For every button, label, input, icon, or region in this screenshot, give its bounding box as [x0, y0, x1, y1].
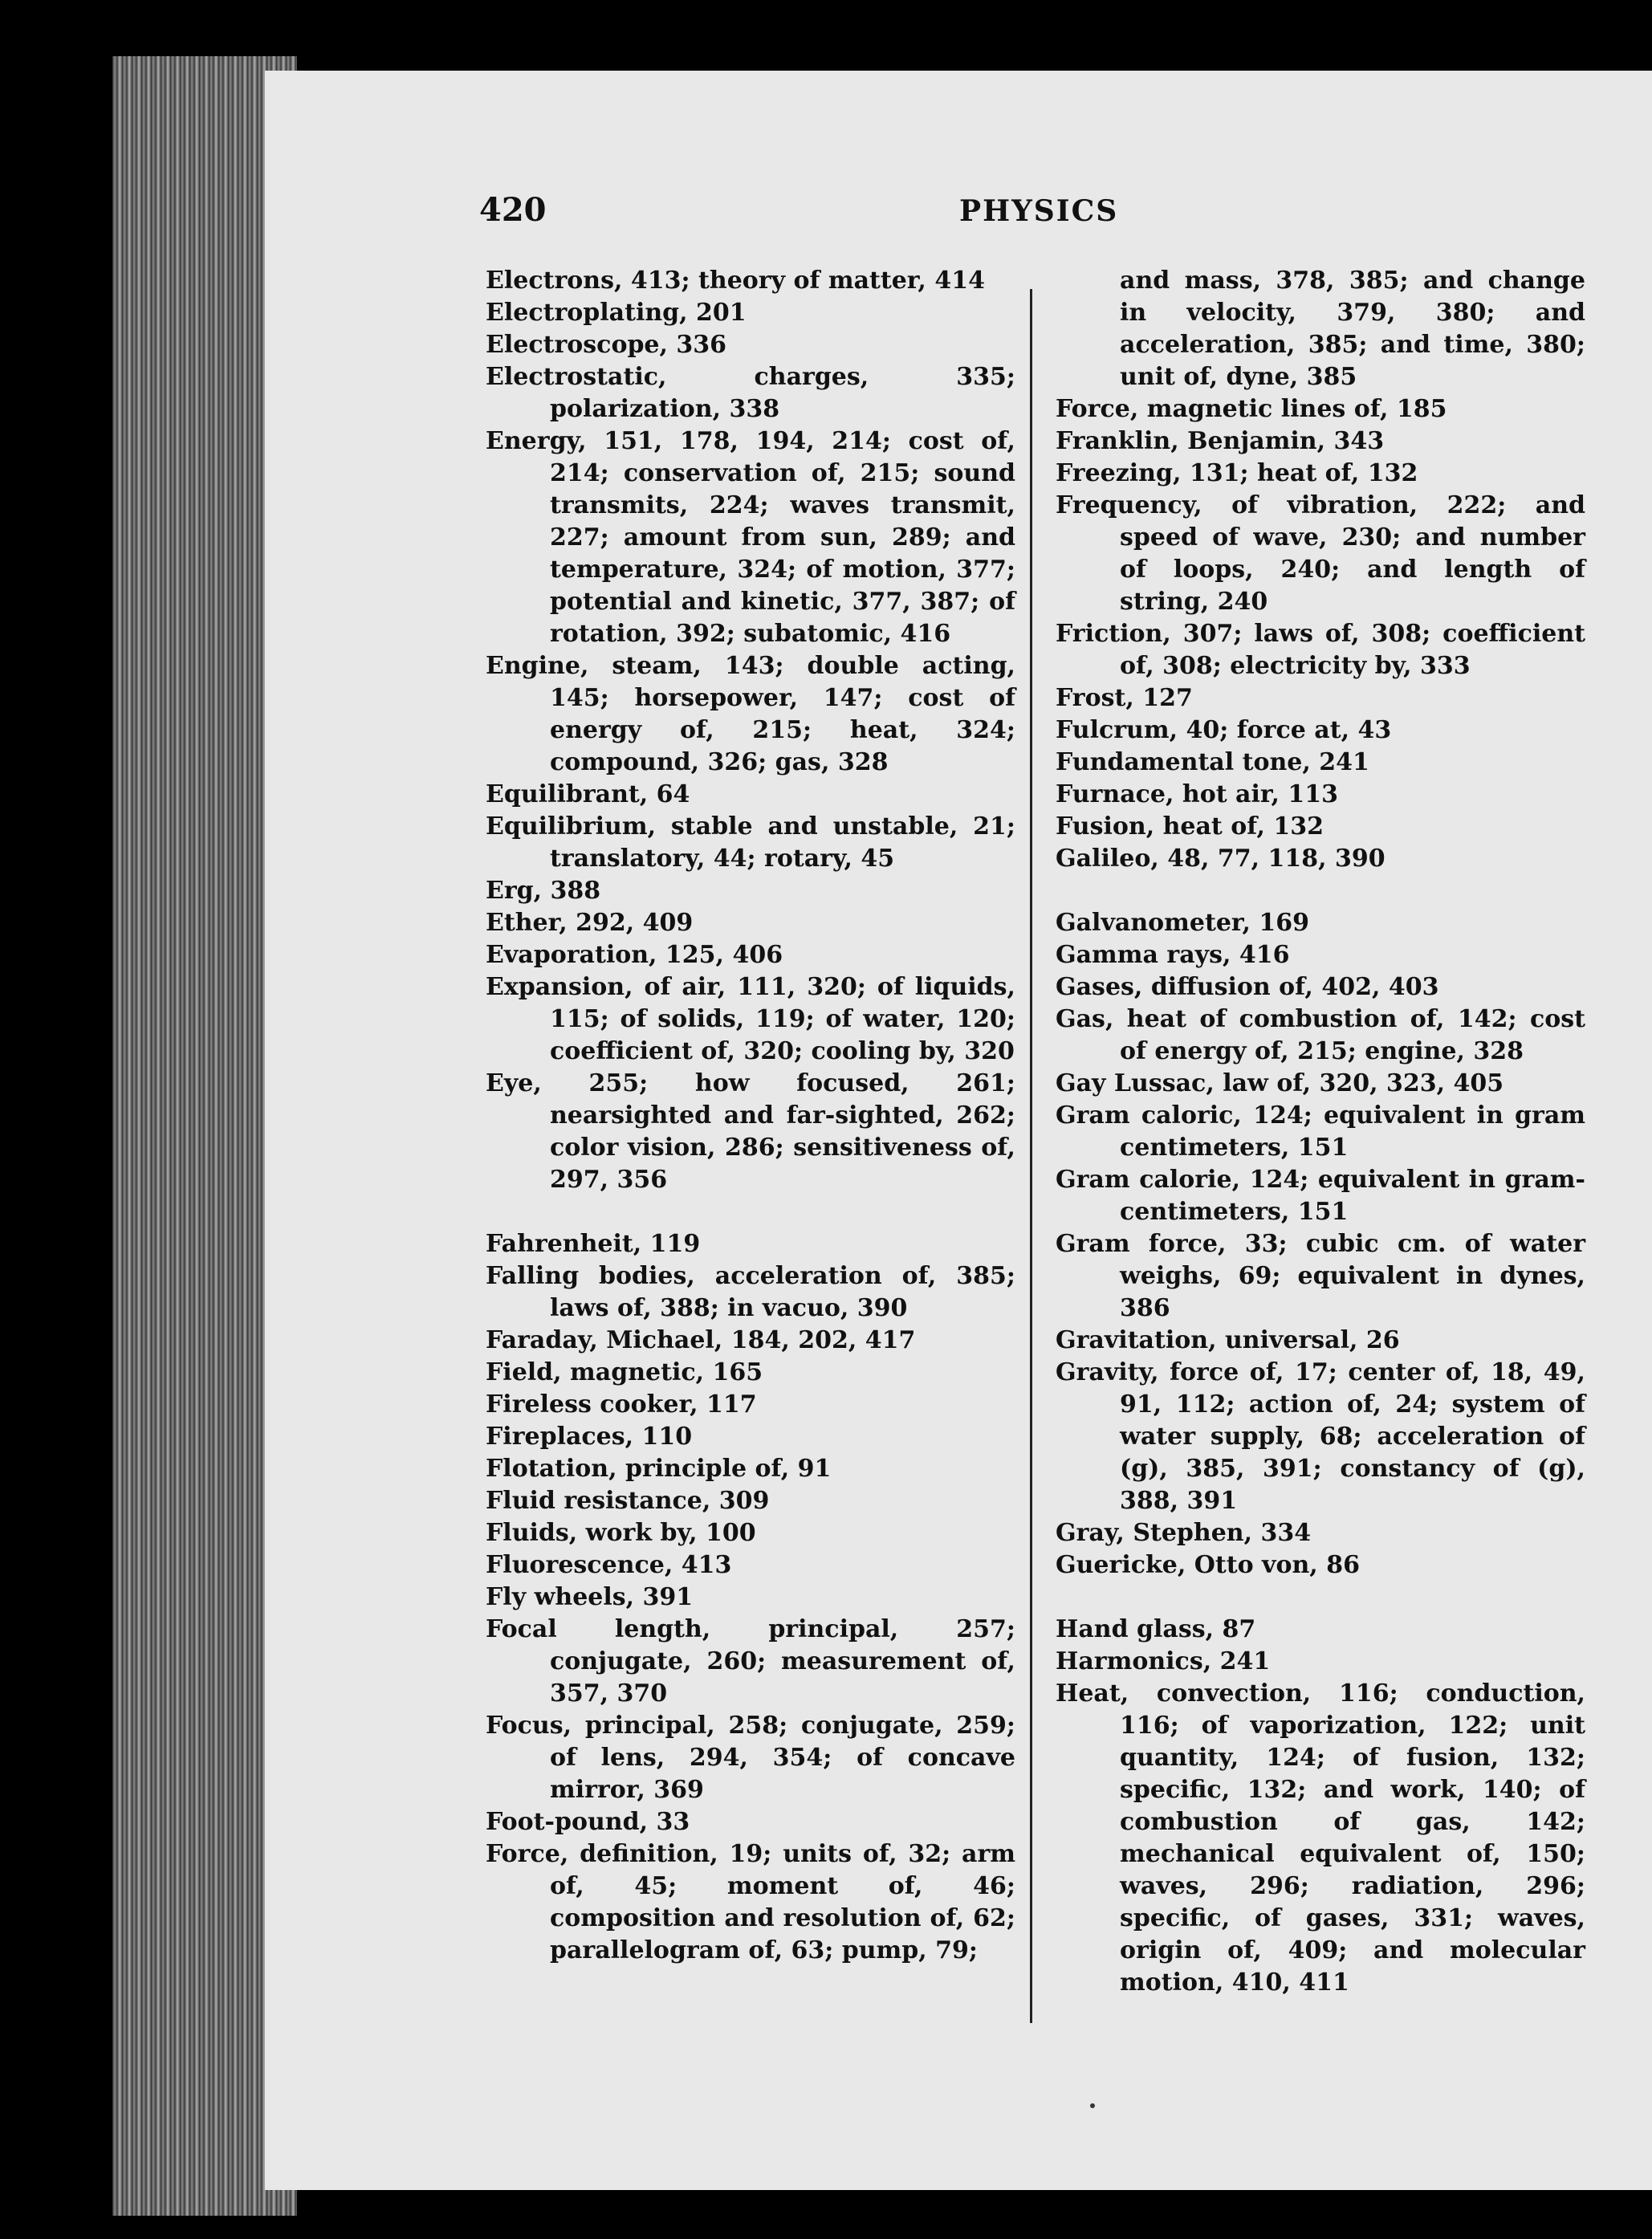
index-entry: Guericke, Otto von, 86 — [1056, 1551, 1360, 1579]
index-entry: Energy, 151, 178, 194, 214; cost of, 214; conservation of, 215; sound transmits, 224; waves transmit, 227; amount from sun, 289; and temperature, 324; of motion, 377; potential and kinetic, 377, 387; of rotation, 392; subatomic, 416 — [486, 427, 1015, 648]
index-entry: Falling bodies, acceleration of, 385; laws of, 388; in vacuo, 390 — [486, 1262, 1015, 1322]
page-title: PHYSICS — [959, 194, 1119, 228]
index-entry: and mass, 378, 385; and change in velocity, 379, 380; and acceleration, 385; and time, 380; unit of, dyne, 385 — [1120, 267, 1585, 391]
index-entry: Focus, principal, 258; conjugate, 259; of lens, 294, 354; of concave mirror, 369 — [486, 1712, 1015, 1804]
index-entry: Erg, 388 — [486, 877, 601, 905]
index-entry: Focal length, principal, 257; conjugate, 260; measurement of, 357, 370 — [486, 1615, 1015, 1708]
index-entry: Franklin, Benjamin, 343 — [1056, 427, 1385, 455]
index-entry: Fly wheels, 391 — [486, 1583, 694, 1611]
index-entry: Fusion, heat of, 132 — [1056, 812, 1324, 841]
index-entry: Electroplating, 201 — [486, 299, 747, 327]
index-entry: Harmonics, 241 — [1056, 1647, 1271, 1675]
index-column-left — [486, 265, 1015, 1967]
index-entry: Galvanometer, 169 — [1056, 909, 1310, 937]
index-entry: Eye, 255; how focused, 261; nearsighted and far-sighted, 262; color vision, 286; sensitiveness of, 297, 356 — [486, 1069, 1015, 1194]
index-entry: Frost, 127 — [1056, 684, 1193, 712]
index-entry: Expansion, of air, 111, 320; of liquids, 115; of solids, 119; of water, 120; coefficient of, 320; cooling by, 320 — [486, 973, 1015, 1065]
index-entry: Force, magnetic lines of, 185 — [1056, 395, 1447, 423]
index-entry: Fundamental tone, 241 — [1056, 748, 1369, 776]
column-divider — [1030, 289, 1032, 2023]
index-entry: Gram force, 33; cubic cm. of water weighs, 69; equivalent in dynes, 386 — [1056, 1230, 1585, 1322]
index-entry: Hand glass, 87 — [1056, 1615, 1256, 1643]
index-entry: Gravitation, universal, 26 — [1056, 1326, 1400, 1354]
index-entry: Fireplaces, 110 — [486, 1423, 693, 1451]
index-entry: Flotation, principle of, 91 — [486, 1455, 832, 1483]
index-entry: Fahrenheit, 119 — [486, 1230, 701, 1258]
index-entry: Gases, diffusion of, 402, 403 — [1056, 973, 1439, 1001]
index-entry: Gram caloric, 124; equivalent in gram centimeters, 151 — [1056, 1101, 1585, 1162]
index-entry: Furnace, hot air, 113 — [1056, 780, 1338, 808]
index-entry: Galileo, 48, 77, 118, 390 — [1056, 845, 1385, 873]
index-entry: Engine, steam, 143; double acting, 145; horsepower, 147; cost of energy of, 215; heat, 324; compound, 326; gas, 328 — [486, 652, 1015, 776]
index-entry: Gay Lussac, law of, 320, 323, 405 — [1056, 1069, 1504, 1097]
index-entry: Gravity, force of, 17; center of, 18, 49, 91, 112; action of, 24; system of water supply, 68; acceleration of (g), 385, 391; constancy of (g), 388, 391 — [1056, 1358, 1585, 1515]
index-entry: Ether, 292, 409 — [486, 909, 694, 937]
print-speck — [1090, 2103, 1095, 2108]
index-entry: Faraday, Michael, 184, 202, 417 — [486, 1326, 916, 1354]
index-entry: Frequency, of vibration, 222; and speed of wave, 230; and number of loops, 240; and length of string, 240 — [1056, 491, 1585, 616]
index-entry: Gas, heat of combustion of, 142; cost of energy of, 215; engine, 328 — [1056, 1005, 1585, 1065]
index-entry: Heat, convection, 116; conduction, 116; of vaporization, 122; unit quantity, 124; of fusion, 132; specific, 132; and work, 140; of combustion of gas, 142; mechanical equivalent of, 150; waves, 296; radiation, 296; specific, of gases, 331; waves, origin of, 409; and molecular motion, 410, 411 — [1056, 1679, 1585, 1997]
index-entry: Electrostatic, charges, 335; polarization, 338 — [486, 363, 1015, 423]
index-entry: Freezing, 131; heat of, 132 — [1056, 459, 1418, 487]
index-entry: Fulcrum, 40; force at, 43 — [1056, 716, 1392, 744]
index-entry: Equilibrium, stable and unstable, 21; translatory, 44; rotary, 45 — [486, 812, 1015, 873]
index-entry: Electrons, 413; theory of matter, 414 — [486, 267, 985, 295]
index-entry: Fluid resistance, 309 — [486, 1487, 770, 1515]
index-entry: Force, definition, 19; units of, 32; arm of, 45; moment of, 46; composition and resolution of, 62; parallelogram of, 63; pump, 79; — [486, 1840, 1015, 1964]
index-entry: Field, magnetic, 165 — [486, 1358, 763, 1386]
index-entry: Evaporation, 125, 406 — [486, 941, 783, 969]
index-entry: Fireless cooker, 117 — [486, 1390, 757, 1419]
page-number: 420 — [479, 191, 547, 229]
index-entry: Friction, 307; laws of, 308; coefficient of, 308; electricity by, 333 — [1056, 620, 1585, 680]
index-entry: Electroscope, 336 — [486, 331, 727, 359]
index-entry: Equilibrant, 64 — [486, 780, 690, 808]
index-entry: Fluids, work by, 100 — [486, 1519, 756, 1547]
index-column-right — [1056, 265, 1585, 1999]
index-entry: Gram calorie, 124; equivalent in gram-centimeters, 151 — [1056, 1166, 1585, 1226]
index-entry: Fluorescence, 413 — [486, 1551, 732, 1579]
index-entry: Foot-pound, 33 — [486, 1808, 690, 1836]
index-entry: Gray, Stephen, 334 — [1056, 1519, 1312, 1547]
index-entry: Gamma rays, 416 — [1056, 941, 1290, 969]
